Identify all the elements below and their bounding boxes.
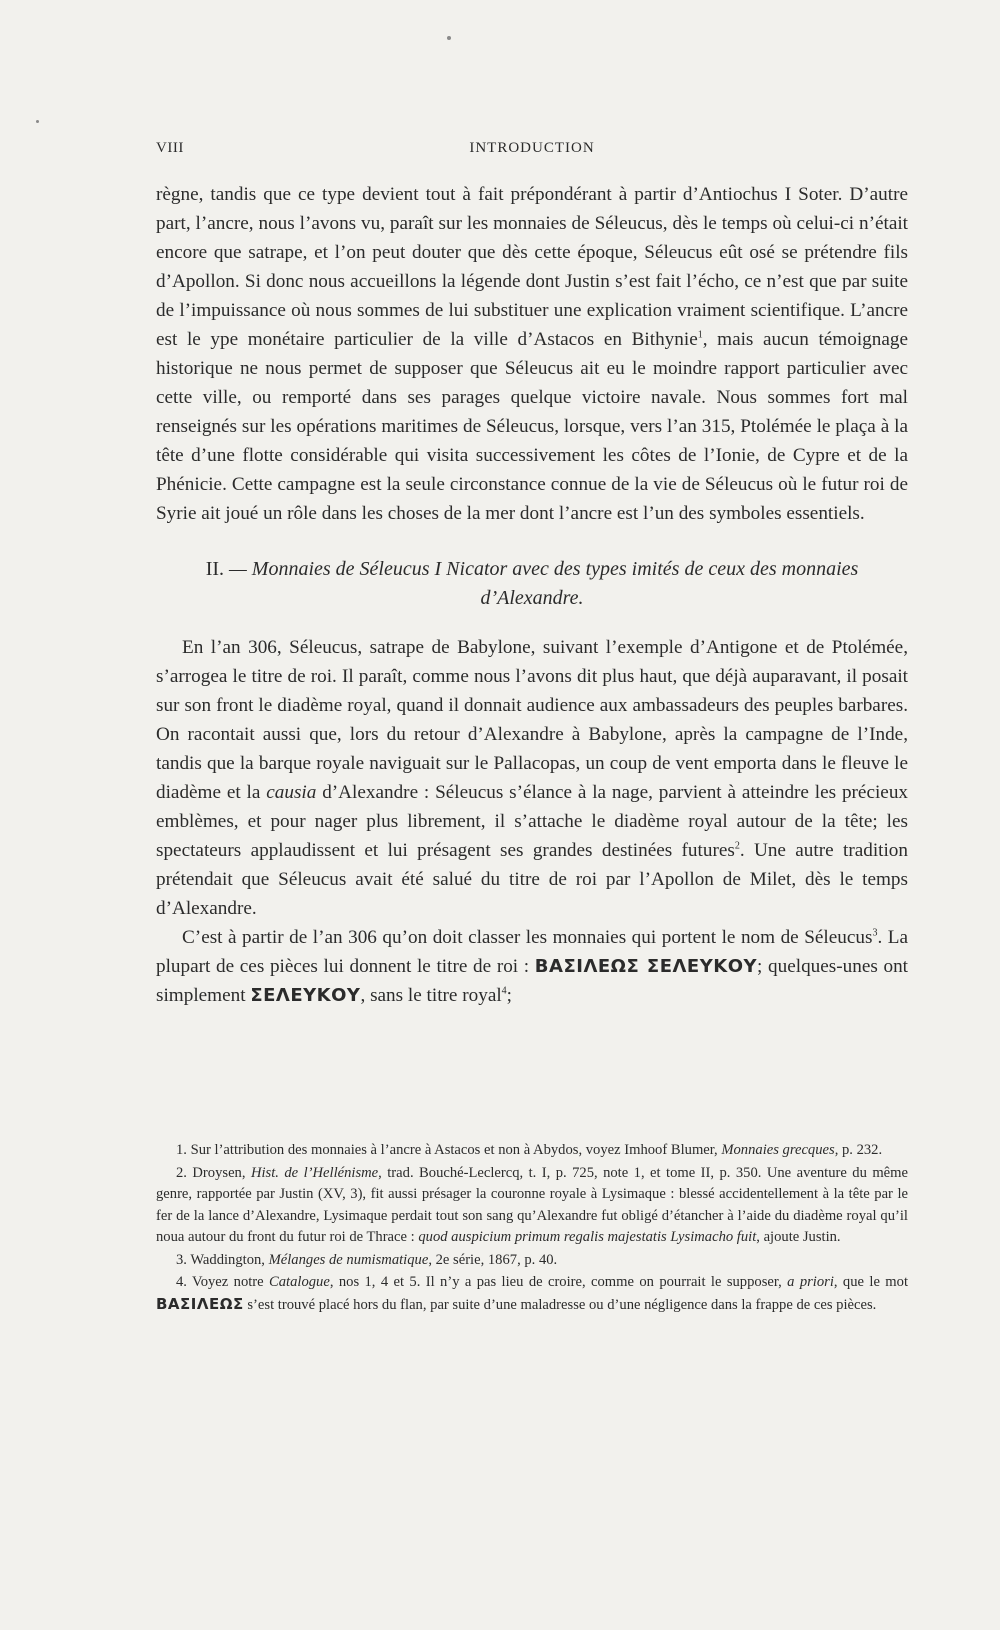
text-run: , 2e série, 1867, p. 40.: [428, 1251, 558, 1268]
italic-title: Hist. de l’Hellénisme: [250, 1164, 379, 1181]
footnote-ref: 1: [697, 329, 703, 341]
greek-legend: ΒΑΣΙΛΕΩΣ ΣΕΛΕΥΚΟΥ: [534, 956, 758, 977]
text-run: , sans le titre royal: [360, 985, 502, 1006]
italic-title: Monnaies grecques: [721, 1142, 835, 1158]
section-heading: [196, 555, 868, 613]
ink-speck: [36, 120, 39, 123]
paragraph: [156, 180, 908, 528]
text-run: , que le mot: [833, 1274, 908, 1290]
page-header: [156, 140, 908, 164]
text-run: 4. Voyez notre: [176, 1274, 270, 1290]
text-run: , ajoute Justin.: [756, 1229, 841, 1245]
text-run: , trad. Bouché-Leclercq, t. I, p. 725, note 1, et tome II, p. 350. Une aventure du même genre, rapportée par Justin (XV, 3), fit aussi présager la couronne royale à Lysimaque : blessé accidentellement à la tête par le fer de la lance d’Alexandre, Lysimaque perdait tout son sang qu’Alexandre fut obligé d’étancher à l’aide du diadème royal qu’il noua autour du front du futur roi de Thrace :: [156, 1164, 908, 1245]
italic-term: a priori: [787, 1274, 834, 1290]
text-run: . Une autre tradition prétendait que Séleucus avait été salué du titre de roi par l’Apollon de Milet, dès le temps d’Alexandre.: [156, 840, 908, 919]
text-run: 1. Sur l’attribution des monnaies à l’ancre à Astacos et non à Abydos, voyez Imhoof Blumer,: [176, 1142, 722, 1158]
section-number: II.: [205, 558, 225, 580]
running-title: INTRODUCTION: [469, 140, 595, 156]
text-run: 3. Waddington,: [176, 1251, 269, 1268]
text-run: ; quelques-unes ont simplement: [156, 956, 908, 1006]
paragraph: [156, 633, 908, 923]
footnotes: [156, 1140, 908, 1317]
text-run: ;: [506, 985, 513, 1006]
text-run: , p. 232.: [834, 1142, 883, 1158]
greek-legend: ΒΑΣΙΛΕΩΣ: [156, 1294, 244, 1313]
italic-title: Mélanges de numismatique: [268, 1251, 429, 1268]
ink-speck: [447, 36, 451, 40]
text-run: , mais aucun témoignage historique ne nous permet de supposer que Séleucus ait eu le moindre rapport particulier avec cette ville, ou remporté dans ses parages quelque victoire navale. Nous sommes fort mal renseignés sur les opérations maritimes de Séleucus, lorsque, vers l’an 315, Ptolémée le plaça à la tête d’une flotte considérable qui visita successivement les côtes de l’Ionie, de Cypre et de la Phénicie. Cette campagne est la seule circonstance connue de la vie de Séleucus où le futur roi de Syrie ait joué un rôle dans les choses de la mer dont l’ancre est l’un des symboles essentiels.: [156, 329, 908, 524]
text-run: s’est trouvé placé hors du flan, par suite d’une maladresse ou d’une négligence dans la frappe de ces pièces.: [243, 1296, 877, 1313]
footnote: [156, 1140, 908, 1162]
footnote: [156, 1250, 908, 1272]
main-text: [156, 180, 908, 1010]
text-run: , nos 1, 4 et 5. Il n’y a pas lieu de croire, comme on pourrait le supposer,: [329, 1274, 788, 1290]
text-run: 2. Droysen,: [176, 1164, 251, 1181]
section-title: — Monnaies de Séleucus I Nicator avec des types imités de ceux des monnaies d’Alexandre.: [224, 558, 859, 609]
paragraph: [156, 923, 908, 1010]
text-run: C’est à partir de l’an 306 qu’on doit classer les monnaies qui portent le nom de Séleucus: [182, 927, 873, 948]
footnote-ref: 4: [501, 985, 507, 997]
footnote-ref: 3: [872, 927, 878, 939]
italic-term: causia: [266, 782, 317, 803]
footnote: [156, 1272, 908, 1316]
footnote-ref: 2: [734, 840, 740, 852]
text-run: En l’an 306, Séleucus, satrape de Babylone, suivant l’exemple d’Antigone et de Ptolémée, s’arrogea le titre de roi. Il paraît, comme nous l’avons dit plus haut, que déjà auparavant, il posait sur son front le diadème royal, quand il donnait audience aux ambassadeurs des peuples barbares. On racontait aussi que, lors du retour d’Alexandre à Babylone, après la campagne de l’Inde, tandis que la barque royale naviguait sur le Pallacopas, un coup de vent emporta dans le fleuve le diadème et la: [156, 637, 908, 803]
footnote: [156, 1163, 908, 1249]
text-run: . La plupart de ces pièces lui donnent le titre de roi :: [156, 927, 908, 977]
greek-legend: ΣΕΛΕΥΚΟΥ: [250, 985, 361, 1006]
text-run: d’Alexandre : Séleucus s’élance à la nage, parvient à atteindre les précieux emblèmes, et pour nager plus librement, il s’attache le diadème royal autour de la tête; les spectateurs applaudissent et lui présagent ses grandes destinées futures: [156, 782, 909, 861]
page-number: VIII: [156, 140, 184, 156]
text-run: règne, tandis que ce type devient tout à fait prépondérant à partir d’Antiochus I Soter. D’autre part, l’ancre, nous l’avons vu, paraît sur les monnaies de Séleucus, dès le temps où celui-ci n’était encore que satrape, et l’on peut douter que dès cette époque, Séleucus eût osé se prétendre fils d’Apollon. Si donc nous accueillons la légende dont Justin s’est fait l’écho, ce n’est que par suite de l’impuissance où nous sommes de lui substituer une explication vraiment scientifique. L’ancre est le ype monétaire particulier de la ville d’Astacos en Bithynie: [156, 184, 908, 350]
italic-quote: quod auspicium primum regalis majestatis Lysimacho fuit: [418, 1229, 757, 1245]
italic-title: Catalogue: [269, 1274, 330, 1290]
